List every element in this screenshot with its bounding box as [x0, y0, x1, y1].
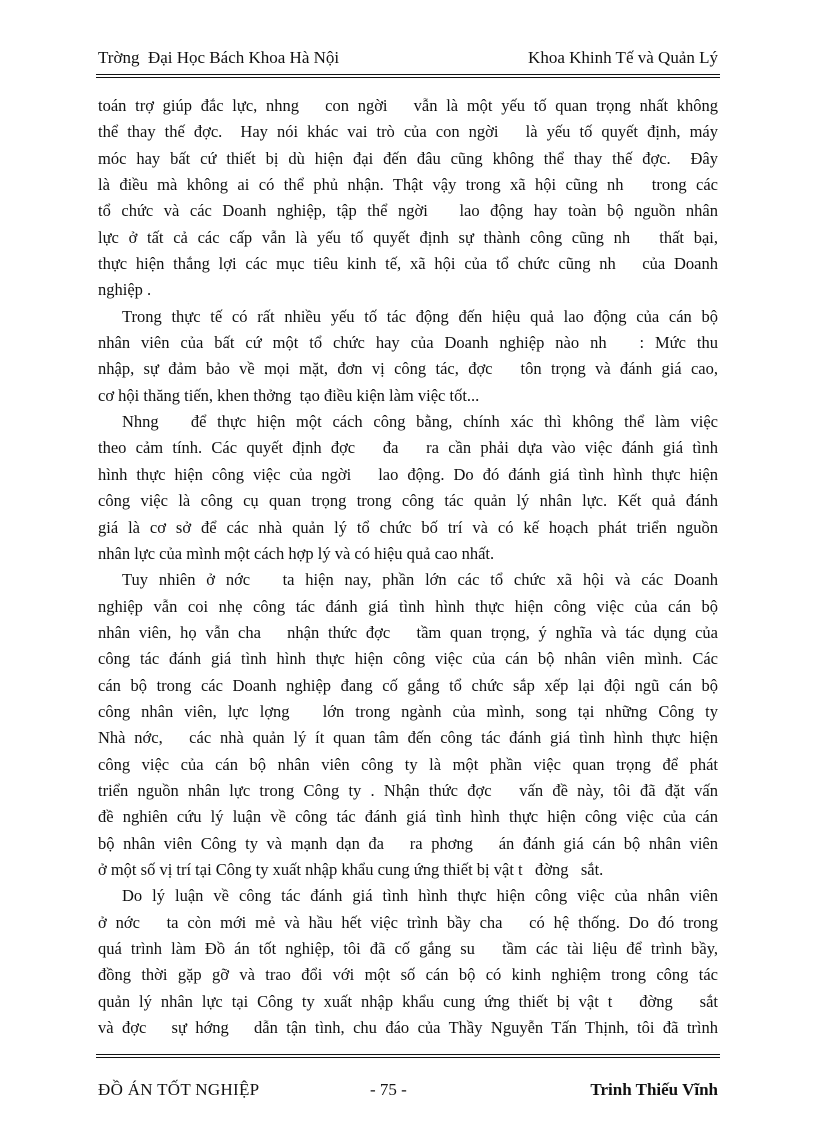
body-line: giá là cơ sở để các nhà quản lý tổ chức bố trí và có kế hoạch phát triển nguồn	[98, 517, 718, 537]
body-line: móc hay bất cứ thiết bị dù hiện đại đến đâu cũng không thể thay thế đợc. Đây	[98, 148, 718, 168]
page-footer	[98, 1078, 718, 1102]
paragraph-start: Do lý luận về công tác đánh giá tình hình thực hiện công việc của nhân viên	[122, 886, 718, 906]
footer-document-type: ĐỒ ÁN TỐT NGHIỆP	[98, 1080, 260, 1099]
body-line: nhân lực của mình một cách hợp lý và có hiệu quả cao nhất.	[98, 543, 495, 563]
body-line: nghiệp vẫn coi nhẹ công tác đánh giá tình hình thực hiện công việc của cán bộ	[98, 596, 718, 616]
page-header	[98, 46, 718, 70]
body-line: cán bộ trong các Doanh nghiệp đang cố gắng tổ chức sắp xếp lại đội ngũ cán bộ	[98, 675, 718, 695]
paragraph-start: Tuy nhiên ở nớc ta hiện nay, phần lớn các tổ chức xã hội và các Doanh	[122, 570, 718, 590]
body-line: cơ hội thăng tiến, khen thởng tạo điều kiện làm việc tốt...	[98, 385, 480, 405]
body-line: nhân viên, họ vẫn cha nhận thức đợc tầm quan trọng, ý nghĩa và tác dụng của	[98, 622, 718, 642]
body-line: theo cảm tính. Các quyết định đợc đa ra cần phải dựa vào việc đánh giá tình	[98, 438, 718, 458]
body-line: nhập, sự đảm bảo về mọi mặt, đơn vị công tác, đợc tôn trọng và đánh giá cao,	[98, 359, 718, 379]
body-line: và đợc sự hớng dẫn tận tình, chu đáo của Thầy Nguyễn Tấn Thịnh, tôi đã trình	[98, 1018, 718, 1038]
body-line: triển nguồn nhân lực trong Công ty . Nhận thức đợc vấn đề này, tôi đã đặt vấn	[98, 780, 718, 800]
page-number: - 75 -	[370, 1080, 407, 1099]
header-divider-thin	[96, 77, 720, 78]
body-line: tổ chức và các Doanh nghiệp, tập thể ngời lao động hay toàn bộ nguồn nhân	[98, 201, 718, 221]
header-university: Trờng Đại Học Bách Khoa Hà Nội	[98, 48, 340, 67]
footer-divider-thin	[96, 1057, 720, 1058]
footer-author: Trinh Thiếu Vĩnh	[590, 1080, 718, 1099]
body-line: lực ở tất cả các cấp vẫn là yếu tố quyết định sự thành công cũng nh thất bại,	[98, 227, 718, 247]
body-line: toán trợ giúp đắc lực, nhng con ngời vẫn là một yếu tố quan trọng nhất không	[98, 96, 718, 115]
body-line: bộ nhân viên Công ty và mạnh dạn đa ra phơng án đánh giá cán bộ nhân viên	[98, 833, 718, 853]
body-line: ở nớc ta còn mới mẻ và hầu hết việc trình bầy cha có hệ thống. Do đó trong	[98, 912, 718, 932]
body-line: hình thực hiện công việc của ngời lao động. Do đó đánh giá tình hình thực hiện	[98, 464, 718, 484]
header-divider	[96, 74, 720, 75]
body-line: thể thay thế đợc. Hay nói khác vai trò của con ngời là yếu tố quyết định, máy	[98, 122, 718, 142]
body-line: nhân viên của bất cứ một tổ chức hay của Doanh nghiệp nào nh : Mức thu	[98, 333, 718, 353]
body-line: công việc là công cụ quan trọng trong công tác quản lý nhân lực. Kết quả đánh	[98, 491, 718, 511]
body-line: quản lý nhân lực tại Công ty xuất nhập khẩu cung ứng thiết bị vật t đờng sắt	[98, 991, 718, 1011]
body-line: ở một số vị trí tại Công ty xuất nhập khẩu cung ứng thiết bị vật t đờng sắt.	[98, 859, 604, 879]
body-line: công việc của cán bộ nhân viên công ty là một phần việc quan trọng để phát	[98, 754, 718, 774]
body-line: nghiệp .	[98, 280, 152, 300]
paragraph-start: Trong thực tế có rất nhiều yếu tố tác động đến hiệu quả lao động của cán bộ	[122, 306, 718, 326]
body-line: quá trình làm Đồ án tốt nghiệp, tôi đã cố gắng su tầm các tài liệu để trình bầy,	[98, 939, 718, 958]
body-line: đề nghiên cứu lý luận về công tác đánh giá tình hình thực hiện công việc của cán	[98, 807, 718, 827]
body-line: công nhân viên, lực lợng lớn trong ngành của mình, song tại những Công ty	[98, 701, 718, 721]
body-line: đồng thời gặp gỡ và trao đổi với một số cán bộ có kinh nghiệm trong công tác	[98, 965, 718, 985]
footer-divider	[96, 1054, 720, 1055]
body-line: Nhà nớc, các nhà quản lý ít quan tâm đến công tác đánh giá tình hình thực hiện	[98, 728, 718, 748]
body-line: là điều mà không ai có thể phủ nhận. Thật vậy trong xã hội cũng nh trong các	[98, 175, 718, 195]
paragraph-start: Nhng để thực hiện một cách công bằng, chính xác thì không thể làm việc	[122, 412, 718, 432]
header-faculty: Khoa Khinh Tế và Quản Lý	[528, 48, 718, 67]
document-body	[98, 93, 718, 1041]
body-line: công tác đánh giá tình hình thực hiện công việc của cán bộ nhân viên mình. Các	[98, 649, 718, 669]
body-line: thực hiện thắng lợi các mục tiêu kinh tế, xã hội của tổ chức cũng nh của Doanh	[98, 254, 718, 274]
